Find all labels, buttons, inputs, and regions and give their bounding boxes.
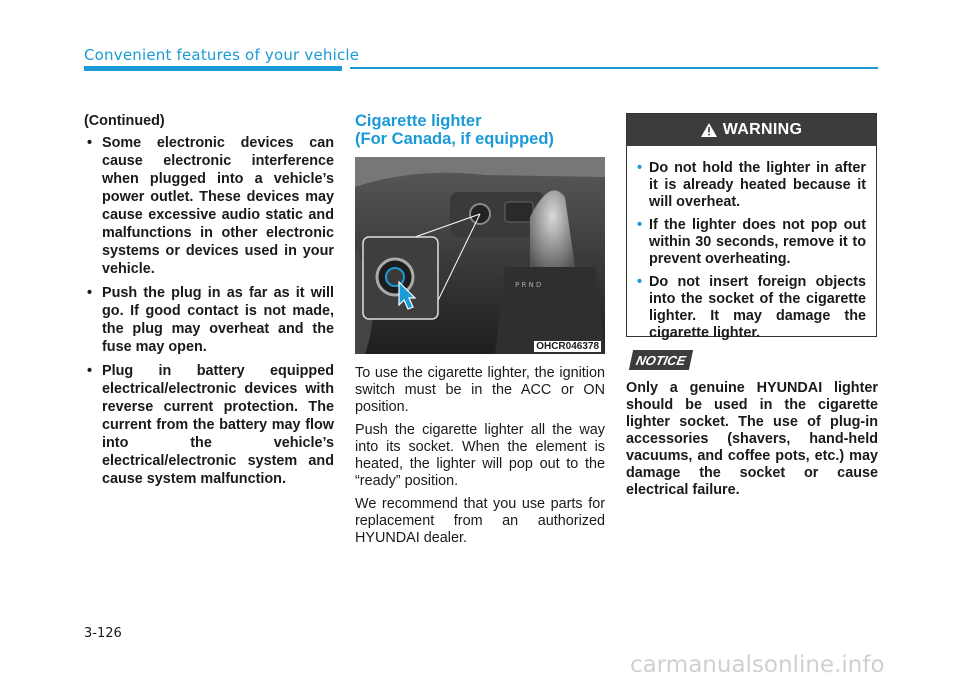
left-bullet-list [84, 134, 334, 488]
left-column [84, 112, 334, 494]
warning-triangle-icon [701, 123, 717, 137]
section-subtitle: (For Canada, if equipped) [355, 130, 554, 148]
list-item: • Some electronic devices can cause electronic interference when plugged into a vehicle’s power outlet. These devices may cause excessive audio static and malfunctions in other electronic systems or devices used in your vehicle. [84, 134, 334, 278]
continued-label: (Continued) [84, 113, 165, 129]
watermark: carmanualsonline.info [630, 652, 885, 678]
paragraph: To use the cigarette lighter, the ignition switch must be in the ACC or ON position. [355, 365, 605, 415]
list-item: • If the lighter does not pop out within 30 seconds, remove it to prevent overheating. [637, 217, 866, 268]
svg-text:P R N D: P R N D [515, 281, 542, 289]
header-title: Convenient features of your vehicle [84, 46, 360, 64]
lighter-instructions [355, 365, 605, 553]
list-item: • Plug in battery equipped electrical/electronic devices with reverse current protection. The current from the battery may flow into the vehicle’s electrical/electronic system and cause system malfunction. [84, 362, 334, 488]
notice-label: NOTICE [634, 352, 688, 368]
header-rule-left [84, 66, 342, 71]
page-number: 3-126 [84, 626, 122, 641]
list-item: • Do not hold the lighter in after it is already heated because it will overheat. [637, 160, 866, 211]
middle-column-heading [355, 112, 605, 148]
notice-text: Only a genuine HYUNDAI lighter should be used in the cigarette lighter socket. The use of plug-in accessories (shavers, hand-held vacuums, and coffee pots, etc.) may damage the socket or cause electrical failure. [626, 380, 878, 498]
header-rule-right [350, 67, 878, 69]
warning-box [626, 113, 877, 341]
paragraph: Push the cigarette lighter all the way into its socket. When the element is heated, the lighter will pop out to the “ready” position. [355, 422, 605, 489]
section-title: Cigarette lighter [355, 112, 482, 130]
paragraph: We recommend that you use parts for replacement from an authorized HYUNDAI dealer. [355, 496, 605, 546]
list-item: • Do not insert foreign objects into the socket of the cigarette lighter. It may damage the cigarette lighter. [637, 274, 866, 342]
cigarette-lighter-photo [355, 157, 605, 354]
list-item: • Push the plug in as far as it will go. If good contact is not made, the plug may overheat and the fuse may open. [84, 284, 334, 356]
warning-header [627, 114, 876, 146]
notice-badge [629, 350, 693, 370]
image-code: OHCR046378 [536, 341, 599, 352]
warning-title: WARNING [722, 121, 803, 138]
warning-list [627, 146, 876, 342]
console-illustration [355, 157, 605, 354]
